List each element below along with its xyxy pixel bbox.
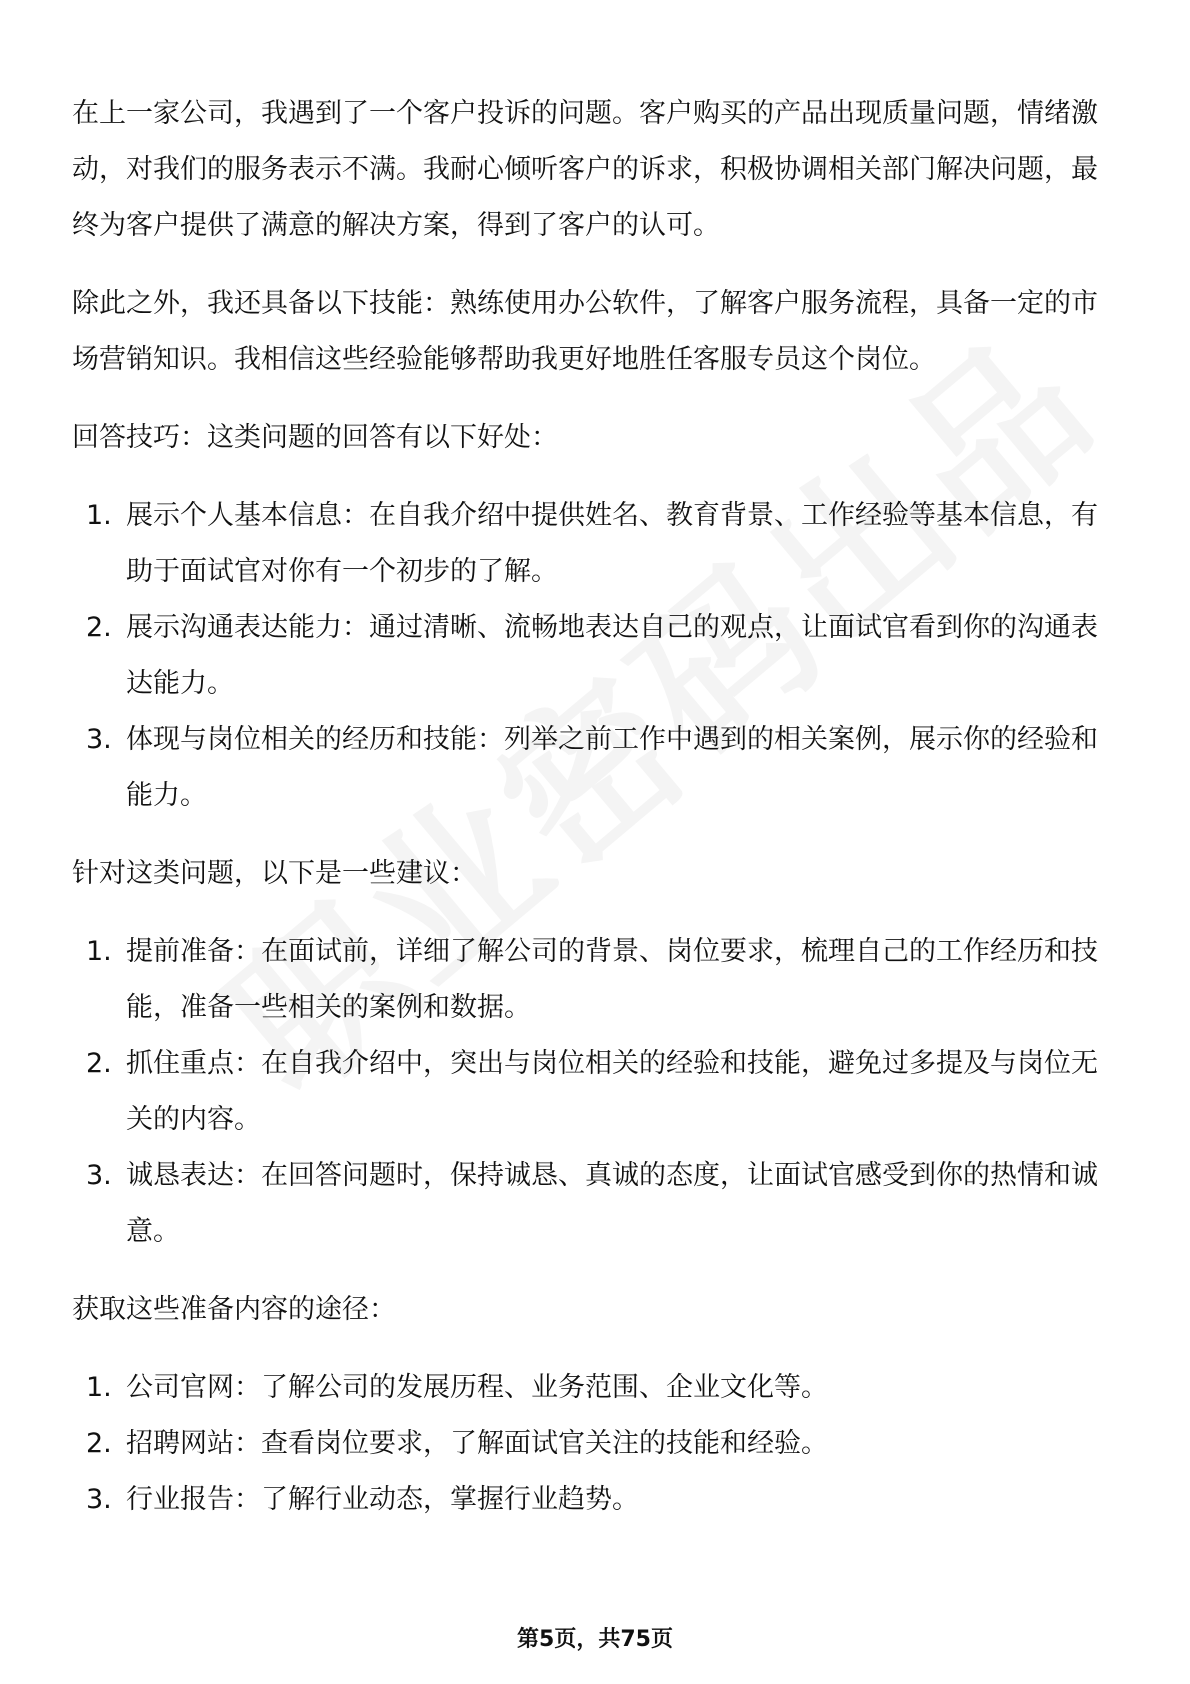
list-item — [72, 1472, 1122, 1528]
list-item-text: 招聘网站：查看岗位要求，了解面试官关注的技能和经验。 — [126, 1428, 828, 1459]
list-item — [72, 600, 1122, 712]
benefits-list — [72, 488, 1122, 824]
list-item-text: 公司官网：了解公司的发展历程、业务范围、企业文化等。 — [126, 1372, 828, 1403]
list-number: 2. — [86, 1048, 112, 1079]
list-item — [72, 488, 1122, 600]
list-item-text: 体现与岗位相关的经历和技能：列举之前工作中遇到的相关案例，展示你的经验和能力。 — [126, 724, 1098, 811]
list-number: 2. — [86, 1428, 112, 1459]
list-number: 3. — [86, 1160, 112, 1191]
list-number: 1. — [86, 1372, 112, 1403]
list-item-text: 展示沟通表达能力：通过清晰、流畅地表达自己的观点，让面试官看到你的沟通表达能力。 — [126, 612, 1098, 699]
list-item-text: 行业报告：了解行业动态，掌握行业趋势。 — [126, 1484, 639, 1515]
list-number: 1. — [86, 500, 112, 531]
list-item — [72, 712, 1122, 824]
page-footer: 第5页，共75页 — [517, 1627, 673, 1652]
list-item-text: 提前准备：在面试前，详细了解公司的背景、岗位要求，梳理自己的工作经历和技能，准备一些相关的案例和数据。 — [126, 936, 1098, 1023]
list-item — [72, 924, 1122, 1036]
document-body — [72, 86, 1122, 1528]
list-item-text: 抓住重点：在自我介绍中，突出与岗位相关的经验和技能，避免过多提及与岗位无关的内容。 — [126, 1048, 1098, 1135]
list-item — [72, 1148, 1122, 1260]
list-item — [72, 1416, 1122, 1472]
list-item — [72, 1360, 1122, 1416]
list-number: 3. — [86, 724, 112, 755]
list-item-text: 展示个人基本信息：在自我介绍中提供姓名、教育背景、工作经验等基本信息，有助于面试官对你有一个初步的了解。 — [126, 500, 1098, 587]
sources-list — [72, 1360, 1122, 1528]
paragraph-suggestions: 针对这类问题，以下是一些建议： — [72, 858, 477, 889]
list-number: 2. — [86, 612, 112, 643]
paragraph-answer-tips: 回答技巧：这类问题的回答有以下好处： — [72, 422, 558, 453]
suggestions-list — [72, 924, 1122, 1260]
paragraph-sources: 获取这些准备内容的途径： — [72, 1294, 396, 1325]
paragraph-skills: 除此之外，我还具备以下技能：熟练使用办公软件，了解客户服务流程，具备一定的市场营销知识。我相信这些经验能够帮助我更好地胜任客服专员这个岗位。 — [72, 288, 1098, 375]
list-item-text: 诚恳表达：在回答问题时，保持诚恳、真诚的态度，让面试官感受到你的热情和诚意。 — [126, 1160, 1098, 1247]
list-item — [72, 1036, 1122, 1148]
list-number: 1. — [86, 936, 112, 967]
paragraph-experience: 在上一家公司，我遇到了一个客户投诉的问题。客户购买的产品出现质量问题，情绪激动，对我们的服务表示不满。我耐心倾听客户的诉求，积极协调相关部门解决问题，最终为客户提供了满意的解决方案，得到了客户的认可。 — [72, 98, 1098, 241]
list-number: 3. — [86, 1484, 112, 1515]
